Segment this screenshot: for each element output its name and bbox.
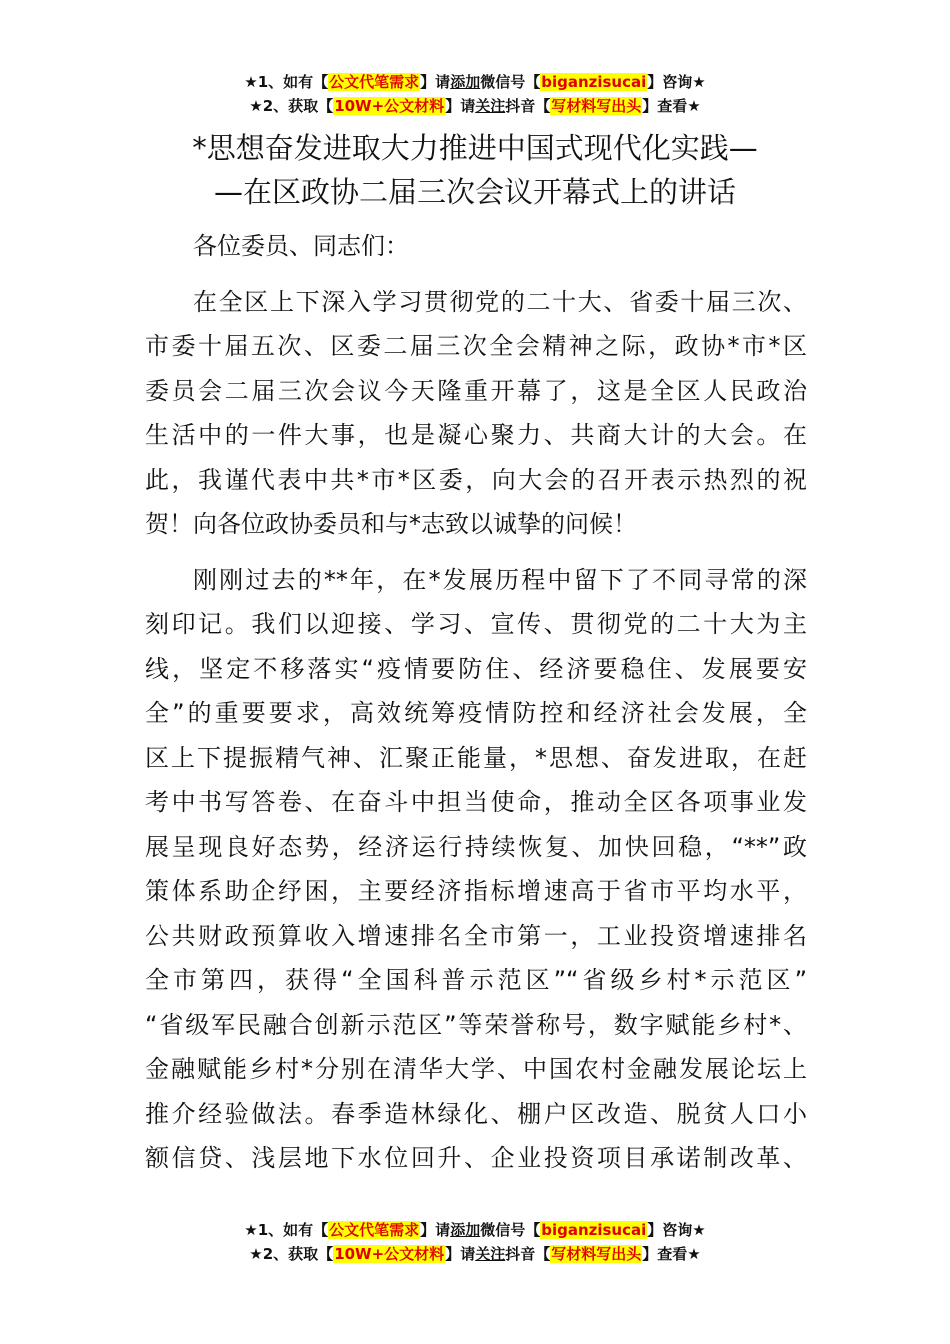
banner-text: 抖音【 [505,97,551,115]
paragraph-line: 全市第四，获得“全国科普示范区”“省级乡村*示范区” [145,966,807,994]
banner-text: 抖音【 [505,1245,551,1263]
paragraph-line: 此，我谨代表中共*市*区委，向大会的召开表示热烈的祝 [145,465,807,494]
paragraph-line: 生活中的一件大事，也是凝心聚力、共商大计的大会。在 [145,421,807,449]
banner-highlight: 写材料写出头 [551,1245,642,1263]
title-line-2: —在区政协二届三次会议开幕式上的讲话 [213,175,736,209]
document-body [145,224,807,1181]
paragraph-line: 刚刚过去的**年，在*发展历程中留下了不同寻常的深 [193,565,807,594]
banner-highlight: 公文代笔需求 [329,73,420,91]
banner-text: 】查看★ [642,1245,701,1263]
banner-text: 】请 [420,73,451,91]
paragraph-line: 策体系助企纾困，主要经济指标增速高于省市平均水平， [145,877,807,905]
paragraph-line: 金融赋能乡村*分别在清华大学、中国农村金融发展论坛上 [145,1055,807,1083]
paragraph-line: 线，坚定不移落实“疫情要防住、经济要稳住、发展要安 [145,654,807,683]
banner-highlight: biganzisucai [541,73,647,91]
paragraph-line: 推介经验做法。春季造林绿化、棚户区改造、脱贫人口小 [145,1099,807,1128]
paragraph-line: 在全区上下深入学习贯彻党的二十大、省委十届三次、 [193,287,807,316]
top-banner [0,70,950,118]
banner-highlight: 10W+公文材料 [334,1245,445,1263]
paragraph-line: 委员会二届三次会议今天隆重开幕了，这是全区人民政治 [145,376,807,405]
banner-underline: 添加 [450,73,481,91]
banner-underline: 添加 [450,1221,481,1239]
paragraph-line: 贺！向各位政协委员和与*志致以诚挚的问候！ [145,510,637,538]
document-title [0,126,950,214]
paragraph-line: 考中书写答卷、在奋斗中担当使命，推动全区各项事业发 [145,788,807,816]
banner-text: 】请 [445,97,476,115]
title-line-1: *思想奋发进取大力推进中国式现代化实践— [192,131,758,165]
banner-text: ★2、获取【 [249,1245,334,1263]
bottom-banner [0,1218,950,1266]
paragraph-1 [145,280,807,547]
paragraph-line: 公共财政预算收入增速排名全市第一，工业投资增速排名 [145,921,807,950]
banner-text: 】请 [445,1245,476,1263]
paragraph-2 [145,558,807,1181]
banner-text: ★2、获取【 [249,97,334,115]
banner-text: 】咨询★ [647,1221,706,1239]
banner-text: ★1、如有【 [244,73,329,91]
banner-text: 】请 [420,1221,451,1239]
banner-underline: 关注 [475,97,506,115]
banner-line-2 [0,94,950,118]
banner-text: 微信号【 [480,73,541,91]
paragraph-line: 刻印记。我们以迎接、学习、宣传、贯彻党的二十大为主 [145,610,807,638]
banner-text: 微信号【 [480,1221,541,1239]
paragraph-line: 额信贷、浅层地下水位回升、企业投资项目承诺制改革、 [145,1144,807,1172]
paragraph-line: 全”的重要要求，高效统筹疫情防控和经济社会发展，全 [145,699,807,727]
banner-highlight: biganzisucai [541,1221,647,1239]
banner-text: 】咨询★ [647,73,706,91]
salutation: 各位委员、同志们： [193,232,409,260]
banner-line-2 [0,1242,950,1266]
banner-highlight: 10W+公文材料 [334,97,445,115]
paragraph-line: 市委十届五次、区委二届三次全会精神之际，政协*市*区 [145,332,807,360]
paragraph-line: “省级军民融合创新示范区”等荣誉称号，数字赋能乡村*、 [145,1010,807,1039]
banner-text: 】查看★ [642,97,701,115]
banner-line-1 [0,70,950,94]
paragraph-line: 区上下提振精气神、汇聚正能量，*思想、奋发进取，在赶 [145,743,807,772]
banner-text: ★1、如有【 [244,1221,329,1239]
paragraph-line: 展呈现良好态势，经济运行持续恢复、加快回稳，“**”政 [145,832,807,861]
banner-line-1 [0,1218,950,1242]
banner-highlight: 公文代笔需求 [329,1221,420,1239]
banner-underline: 关注 [475,1245,506,1263]
banner-highlight: 写材料写出头 [551,97,642,115]
